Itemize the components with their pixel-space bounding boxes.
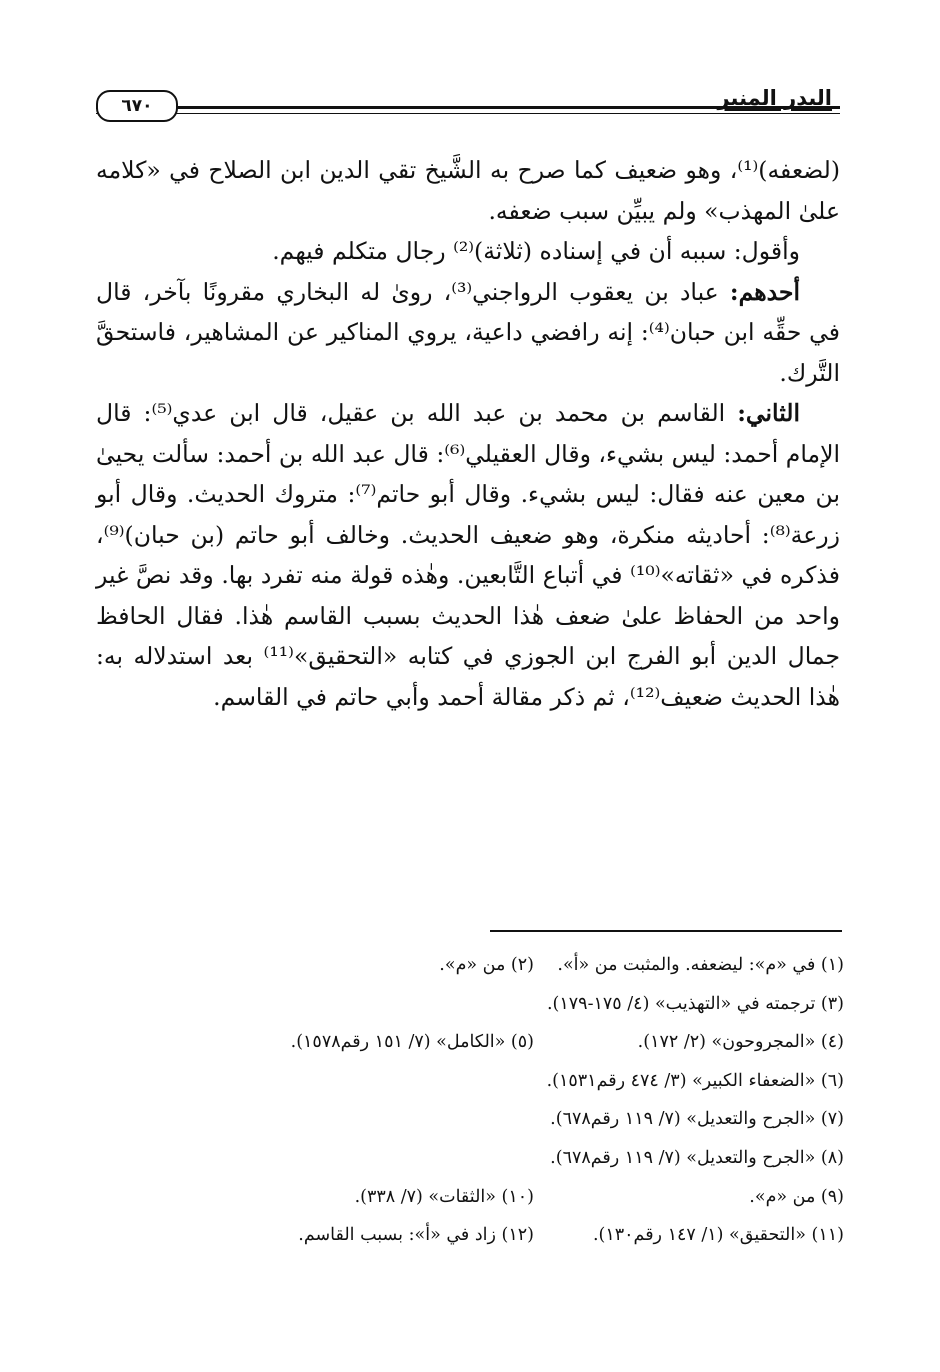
footnote-10: (١٠) «الثقات» (٧/ ٣٣٨). [354,1186,534,1207]
paragraph-3-lead: أحدهم: [729,277,800,306]
paragraph-4-lead: الثاني: [737,399,800,427]
footnote-8: (٨) «الجرح والتعديل» (٧/ ١١٩ رقم٦٧٨). [550,1147,844,1168]
paragraph-1: (لضعفه)⁽¹⁾، وهو ضعيف كما صرح به الشَّيخ تقي الدين ابن الصلاح في «كلامه علىٰ المهذب» ولم يبيِّن سبب ضعفه. [96,156,840,225]
paragraph-3-text: عباد بن يعقوب الرواجني⁽³⁾، روىٰ له البخاري مقرونًا بآخر، قال في حقِّه ابن حبان⁽⁴⁾: إنه رافضي داعية، يروي المناكير عن المشاهير، فاستحقَّ التَّرك. [96,277,841,387]
footnote-6: (٦) «الضعفاء الكبير» (٣/ ٤٧٤ رقم١٥٣١). [546,1070,844,1091]
footnote-11: (١١) «التحقيق» (١/ ١٤٧ رقم١٣٠). [592,1225,844,1246]
footnote-line [164,1216,844,1255]
footnote-line [164,1139,844,1178]
footnote-1: (١) في «م»: ليضعفه. والمثبت من «أ». [557,955,844,975]
paragraph-2: وأقول: سببه أن في إسناده (ثلاثة)⁽²⁾ رجال متكلم فيهم. [272,237,800,265]
footnote-line [164,946,844,985]
footnote-separator [490,930,842,932]
page-number: ٦٧٠ [96,90,178,122]
footnote-line [164,1100,844,1139]
paragraph-4 [96,393,840,717]
footnote-line [164,1023,844,1062]
footnote-12: (١٢) زاد في «أ»: بسبب القاسم. [298,1225,534,1246]
paragraph-3 [96,272,840,394]
footnote-line [164,1062,844,1101]
footnote-2: (٢) من «م». [439,955,534,975]
footnote-line [164,985,844,1024]
footnote-4: (٤) «المجروحون» (٢/ ١٧٢). [637,1032,844,1053]
footnote-line [164,1178,844,1217]
footnotes [164,946,844,1255]
footnote-9: (٩) من «م». [749,1186,844,1207]
paragraph-4-text: القاسم بن محمد بن عبد الله بن عقيل، قال ابن عدي⁽⁵⁾: قال الإمام أحمد: ليس بشيء، وقال العقيلي⁽⁶⁾: قال عبد الله بن أحمد: سألت يحيىٰ بن معين عنه فقال: ليس بشيء. وقال أبو حاتم⁽⁷⁾: متروك الحديث. وقال أبو زرعة⁽⁸⁾: أحاديثه منكرة، وهو ضعيف الحديث. وخالف أبو حاتم (بن حبان)⁽⁹⁾، فذكره في «ثقاته»⁽¹⁰⁾ في أتباع التَّابعين. وهٰذه قولة منه تفرد بها. وقد نصَّ غير واحد من الحفاظ علىٰ ضعف هٰذا الحديث بسبب القاسم هٰذا. فقال الحافظ جمال الدين أبو الفرج ابن الجوزي في كتابه «التحقيق»⁽¹¹⁾ بعد استدلاله به: هٰذا الحديث ضعيف⁽¹²⁾، ثم ذكر مقالة أحمد وأبي حاتم في القاسم. [96,399,841,711]
footnote-3: (٣) ترجمته في «التهذيب» (٤/ ١٧٥-١٧٩). [546,993,844,1014]
header-rule-thin [96,113,840,114]
main-text [96,150,840,717]
footnote-5: (٥) «الكامل» (٧/ ١٥١ رقم١٥٧٨). [290,1032,534,1053]
page-header [96,86,840,130]
running-title: البدر المنير [717,86,832,110]
footnote-7: (٧) «الجرح والتعديل» (٧/ ١١٩ رقم٦٧٨). [550,1109,844,1130]
